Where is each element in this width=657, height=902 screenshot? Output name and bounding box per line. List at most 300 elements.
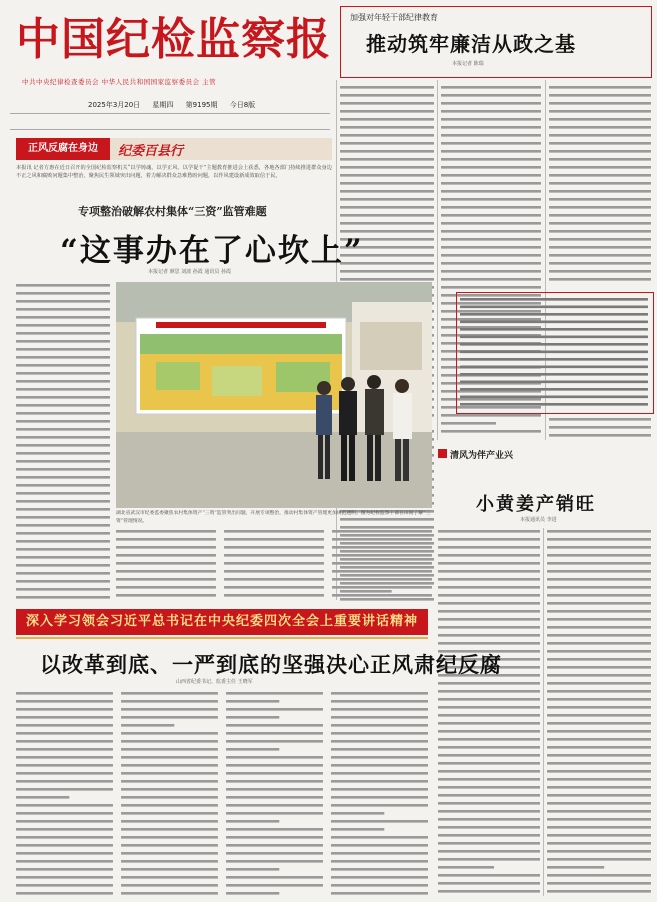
text-line	[332, 570, 432, 573]
text-line	[121, 796, 218, 799]
text-line	[441, 422, 496, 425]
text-line	[121, 700, 218, 703]
text-line	[226, 780, 323, 783]
text-line	[547, 682, 651, 685]
text-line	[438, 714, 540, 717]
text-line	[340, 166, 434, 169]
text-line	[441, 134, 541, 137]
text-line	[441, 214, 541, 217]
text-line	[438, 786, 540, 789]
text-line	[549, 262, 651, 265]
text-line	[547, 802, 651, 805]
text-line	[224, 530, 324, 533]
text-line	[16, 812, 113, 815]
text-line	[460, 396, 648, 399]
feature-banner: 深入学习领会习近平总书记在中央纪委四次全会上重要讲话精神	[16, 609, 428, 635]
text-line	[16, 516, 110, 519]
text-line	[16, 556, 110, 559]
text-line	[16, 860, 113, 863]
text-line	[121, 772, 218, 775]
text-line	[438, 618, 540, 621]
text-line	[441, 150, 541, 153]
issue-date: 2025年3月20日	[88, 101, 141, 109]
text-line	[340, 278, 434, 281]
text-line	[331, 836, 428, 839]
text-line	[441, 126, 541, 129]
text-line	[121, 876, 218, 879]
text-line	[331, 804, 428, 807]
text-line	[340, 190, 434, 193]
text-line	[438, 706, 540, 709]
text-line	[121, 852, 218, 855]
text-line	[121, 892, 218, 895]
text-line	[460, 313, 648, 316]
bottom-story-title[interactable]: 以改革到底、一严到底的坚强决心正风肃纪反腐	[40, 652, 502, 677]
bottom-story-body	[16, 690, 428, 896]
text-line	[438, 858, 540, 861]
text-line	[16, 332, 110, 335]
text-line	[438, 762, 540, 765]
text-line	[547, 858, 651, 861]
text-line	[441, 102, 541, 105]
text-line	[547, 794, 651, 797]
text-line	[331, 860, 428, 863]
text-line	[16, 596, 110, 599]
text-line	[438, 554, 540, 557]
text-line	[16, 460, 110, 463]
text-line	[121, 724, 174, 727]
text-line	[331, 700, 428, 703]
text-line	[16, 764, 113, 767]
text-line	[226, 740, 323, 743]
lead-story-photo	[116, 282, 432, 508]
text-line	[438, 802, 540, 805]
text-line	[547, 834, 651, 837]
text-line	[460, 298, 648, 301]
text-line	[547, 842, 651, 845]
text-line	[441, 174, 541, 177]
text-line	[441, 262, 541, 265]
text-line	[16, 820, 113, 823]
text-line	[549, 434, 651, 437]
text-line	[224, 570, 324, 573]
text-line	[331, 732, 428, 735]
text-line	[331, 692, 428, 695]
text-line	[16, 732, 113, 735]
text-line	[16, 740, 113, 743]
text-line	[16, 340, 110, 343]
lead-story-body-bottom	[116, 528, 432, 604]
text-line	[547, 826, 651, 829]
text-line	[226, 764, 323, 767]
text-line	[16, 324, 110, 327]
text-line	[16, 748, 113, 751]
text-line	[441, 206, 541, 209]
text-line	[121, 716, 218, 719]
text-line	[340, 174, 434, 177]
text-line	[16, 844, 113, 847]
text-line	[16, 492, 110, 495]
text-line	[547, 642, 651, 645]
text-line	[438, 770, 540, 773]
text-line	[331, 716, 428, 719]
text-line	[549, 150, 651, 153]
text-line	[16, 564, 110, 567]
text-line	[460, 388, 648, 391]
text-line	[460, 306, 648, 309]
text-line	[438, 826, 540, 829]
text-line	[438, 754, 540, 757]
lead-intro: 本报讯 记者方惠在近日召开的全国纪检监察机关“以学铸魂、以学正风、以学促干”主题教育推进会上获悉，各地各部门持续推进群众身边不正之风和腐败问题集中整治，聚焦民生领域突出问题，着力解决群众急难愁盼问题，以作风建设新成效取信于民。	[16, 165, 332, 179]
text-line	[547, 570, 651, 573]
section-name: 正风反腐在身边	[16, 138, 110, 160]
text-line	[16, 756, 113, 759]
text-line	[16, 292, 110, 295]
text-line	[116, 530, 216, 533]
text-line	[121, 780, 218, 783]
text-line	[441, 110, 541, 113]
text-line	[116, 554, 216, 557]
text-line	[441, 86, 541, 89]
text-line	[438, 794, 540, 797]
text-line	[340, 102, 434, 105]
text-line	[547, 634, 651, 637]
text-line	[547, 546, 651, 549]
side-story-byline: 本报通讯员 李进	[520, 517, 557, 523]
text-line	[331, 756, 428, 759]
text-line	[441, 270, 541, 273]
text-line	[460, 381, 648, 384]
text-line	[549, 418, 651, 421]
text-line	[226, 884, 323, 887]
text-line	[331, 844, 428, 847]
text-line	[549, 254, 651, 257]
text-line	[224, 562, 324, 565]
text-line	[16, 476, 110, 479]
text-line	[226, 692, 323, 695]
text-lines	[549, 84, 651, 284]
text-line	[121, 692, 218, 695]
text-line	[460, 321, 648, 324]
text-line	[332, 562, 432, 565]
text-line	[547, 730, 651, 733]
text-line	[116, 562, 216, 565]
text-line	[121, 748, 218, 751]
text-line	[549, 214, 651, 217]
text-line	[549, 94, 651, 97]
text-line	[340, 206, 434, 209]
text-line	[441, 166, 541, 169]
text-lines	[549, 416, 651, 440]
text-line	[331, 788, 428, 791]
masthead-subtitle: 中共中央纪律检查委员会 中华人民共和国国家监察委员会 主管	[22, 78, 217, 86]
side-story-body-col1	[438, 528, 540, 896]
text-line	[547, 674, 651, 677]
text-line	[340, 118, 434, 121]
text-line	[460, 366, 648, 369]
text-line	[121, 884, 218, 887]
text-line	[16, 468, 110, 471]
text-line	[441, 158, 541, 161]
text-line	[16, 500, 110, 503]
text-line	[16, 532, 110, 535]
text-line	[226, 852, 323, 855]
text-line	[460, 373, 648, 376]
text-line	[438, 890, 540, 893]
text-line	[224, 554, 324, 557]
text-line	[441, 254, 541, 257]
text-line	[547, 850, 651, 853]
side-story-body-col2	[547, 528, 651, 896]
text-line	[226, 804, 323, 807]
text-line	[547, 770, 651, 773]
text-line	[121, 860, 218, 863]
text-line	[460, 328, 648, 331]
text-line	[16, 724, 113, 727]
text-line	[16, 828, 113, 831]
text-line	[16, 404, 110, 407]
text-line	[16, 588, 110, 591]
text-line	[226, 796, 323, 799]
text-line	[441, 246, 541, 249]
text-line	[441, 182, 541, 185]
text-line	[340, 158, 434, 161]
text-line	[547, 818, 651, 821]
text-line	[549, 246, 651, 249]
text-line	[224, 546, 324, 549]
text-line	[549, 198, 651, 201]
text-line	[224, 578, 324, 581]
text-line	[226, 820, 279, 823]
text-line	[438, 778, 540, 781]
text-line	[16, 548, 110, 551]
text-line	[16, 364, 110, 367]
text-line	[438, 642, 540, 645]
text-line	[547, 754, 651, 757]
text-line	[549, 222, 651, 225]
text-line	[121, 732, 218, 735]
text-lines	[16, 282, 110, 602]
text-lines	[116, 528, 432, 604]
text-line	[460, 403, 648, 406]
text-line	[16, 572, 110, 575]
column-divider	[543, 528, 544, 896]
text-line	[16, 716, 113, 719]
text-line	[438, 570, 540, 573]
text-line	[116, 578, 216, 581]
text-lines	[460, 296, 648, 408]
text-line	[547, 722, 651, 725]
text-line	[226, 892, 279, 895]
text-line	[438, 586, 540, 589]
text-line	[547, 746, 651, 749]
text-line	[547, 786, 651, 789]
text-line	[441, 94, 541, 97]
text-line	[340, 150, 434, 153]
highlighted-paragraph	[460, 296, 648, 408]
text-line	[547, 530, 651, 533]
side-story-title[interactable]: 小黄姜产销旺	[476, 494, 596, 515]
top-story-body-col3	[549, 84, 651, 284]
text-line	[116, 570, 216, 573]
text-line	[331, 852, 428, 855]
text-line	[226, 748, 279, 751]
text-line	[331, 764, 428, 767]
top-story-body-end	[549, 416, 651, 440]
text-line	[116, 538, 216, 541]
text-line	[438, 730, 540, 733]
text-line	[121, 764, 218, 767]
text-line	[438, 634, 540, 637]
text-line	[441, 230, 541, 233]
text-line	[441, 190, 541, 193]
masthead-date-row	[88, 100, 265, 110]
text-line	[438, 594, 540, 597]
text-line	[226, 860, 323, 863]
text-line	[121, 820, 218, 823]
text-line	[438, 546, 540, 549]
text-line	[438, 682, 540, 685]
text-line	[121, 844, 218, 847]
text-line	[16, 444, 110, 447]
text-line	[549, 134, 651, 137]
text-line	[547, 610, 651, 613]
text-line	[547, 618, 651, 621]
text-line	[438, 626, 540, 629]
text-line	[16, 388, 110, 391]
text-lines	[16, 690, 428, 896]
text-line	[16, 580, 110, 583]
text-line	[438, 866, 494, 869]
text-line	[226, 828, 323, 831]
text-line	[547, 658, 651, 661]
text-line	[226, 724, 323, 727]
text-line	[16, 356, 110, 359]
text-line	[16, 508, 110, 511]
text-line	[16, 396, 110, 399]
text-line	[438, 530, 540, 533]
text-line	[549, 126, 651, 129]
text-line	[331, 820, 428, 823]
banner-underline	[16, 637, 428, 639]
text-line	[121, 804, 218, 807]
lead-story-title[interactable]: “这事办在了心坎上”	[60, 233, 364, 269]
text-line	[547, 554, 651, 557]
text-line	[16, 700, 113, 703]
text-line	[438, 842, 540, 845]
text-line	[16, 284, 110, 287]
field-inspection-illustration	[116, 282, 432, 508]
text-line	[547, 866, 604, 869]
text-line	[121, 740, 218, 743]
text-line	[460, 336, 648, 339]
text-line	[331, 772, 428, 775]
text-line	[438, 578, 540, 581]
issue-pages: 今日8版	[229, 101, 256, 109]
text-line	[438, 690, 540, 693]
text-line	[226, 700, 279, 703]
text-line	[441, 142, 541, 145]
text-line	[438, 698, 540, 701]
text-line	[340, 142, 434, 145]
text-lines	[547, 528, 651, 896]
text-line	[441, 198, 541, 201]
column-divider	[437, 80, 438, 440]
text-line	[549, 102, 651, 105]
text-line	[438, 850, 540, 853]
text-line	[549, 270, 651, 273]
text-line	[438, 602, 540, 605]
text-line	[460, 343, 648, 346]
text-line	[16, 372, 110, 375]
text-line	[547, 578, 651, 581]
text-line	[549, 230, 651, 233]
text-line	[226, 732, 323, 735]
text-line	[332, 554, 432, 557]
text-line	[340, 270, 434, 273]
top-story-headline[interactable]: 推动筑牢廉洁从政之基	[366, 32, 576, 56]
text-line	[331, 724, 428, 727]
text-line	[340, 110, 434, 113]
text-line	[438, 610, 540, 613]
text-line	[116, 546, 216, 549]
text-line	[438, 818, 540, 821]
text-line	[16, 412, 110, 415]
text-line	[549, 182, 651, 185]
text-line	[549, 238, 651, 241]
text-line	[121, 708, 218, 711]
lead-story-byline: 本报记者 颜思 刘波 孙霞 通讯员 孙霞	[148, 269, 231, 275]
text-line	[547, 890, 651, 893]
text-line	[438, 746, 540, 749]
text-line	[331, 708, 428, 711]
text-line	[331, 796, 428, 799]
text-line	[16, 380, 110, 383]
text-line	[441, 414, 541, 417]
text-line	[340, 198, 434, 201]
text-line	[226, 772, 323, 775]
text-line	[121, 868, 218, 871]
text-line	[438, 538, 540, 541]
text-line	[332, 594, 432, 597]
text-line	[16, 852, 113, 855]
leaf-icon	[438, 449, 447, 458]
text-line	[547, 874, 651, 877]
top-story-byline: 本报记者 陈瑞	[452, 61, 484, 67]
text-line	[441, 118, 541, 121]
text-line	[16, 708, 113, 711]
text-line	[547, 690, 651, 693]
text-line	[331, 828, 384, 831]
text-line	[460, 358, 648, 361]
text-line	[547, 714, 651, 717]
lead-story-body-col1	[16, 282, 110, 602]
text-line	[547, 778, 651, 781]
text-line	[438, 562, 540, 565]
text-line	[16, 692, 113, 695]
text-line	[331, 748, 428, 751]
text-line	[226, 708, 323, 711]
text-line	[116, 586, 216, 589]
text-line	[438, 874, 540, 877]
text-line	[340, 134, 434, 137]
text-line	[441, 222, 541, 225]
text-line	[549, 174, 651, 177]
issue-weekday: 星期四	[152, 101, 174, 109]
text-line	[16, 772, 113, 775]
text-line	[547, 810, 651, 813]
text-line	[549, 166, 651, 169]
